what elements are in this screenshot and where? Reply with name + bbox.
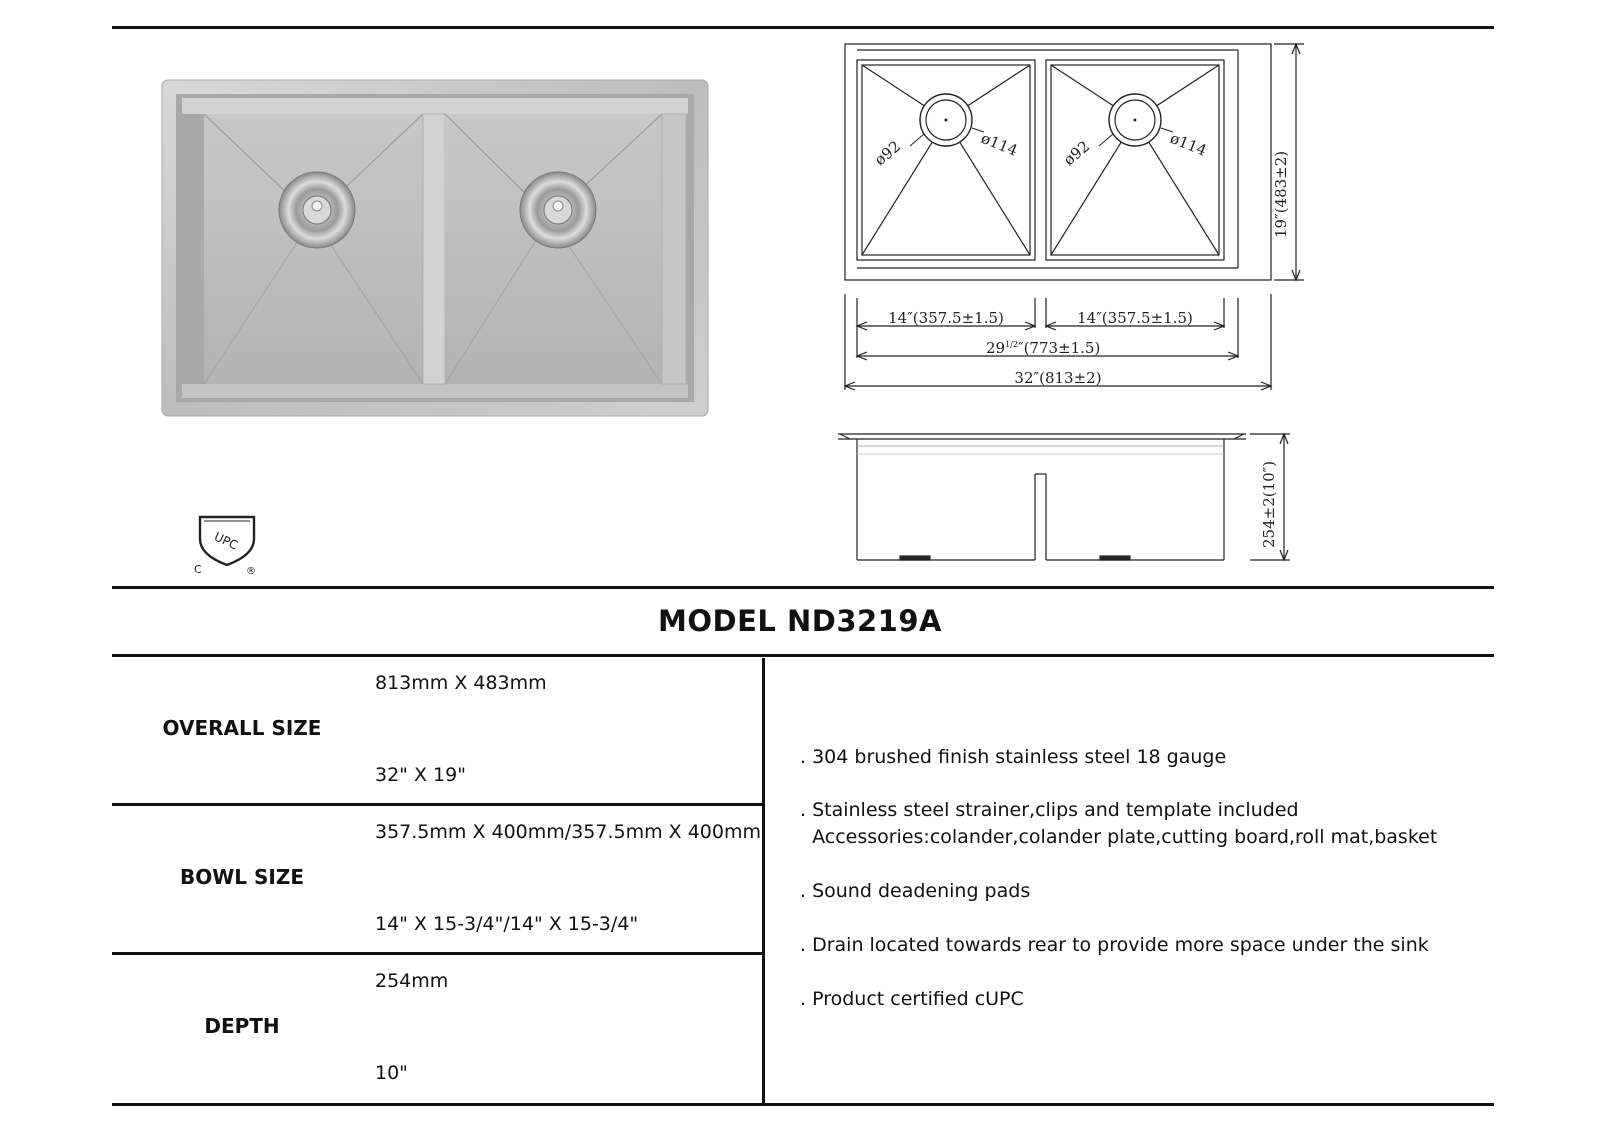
overall-size-imperial: 32" X 19" (375, 764, 466, 786)
bowl-size-metric: 357.5mm X 400mm/357.5mm X 400mm (375, 821, 761, 843)
drain-outer-right-label: ø114 (1167, 129, 1210, 160)
height-dimension: 19″(483±2) (1272, 150, 1290, 238)
side-view-drawing (838, 430, 1318, 575)
feature-item: . Sound deadening pads (800, 880, 1031, 902)
left-bowl-photo (204, 114, 423, 384)
feature-item: . Product certified cUPC (800, 988, 1024, 1010)
row-rule-2 (112, 952, 764, 955)
overall-size-metric: 813mm X 483mm (375, 672, 547, 694)
top-rule (112, 26, 1494, 29)
right-bowl-width-dimension: 14″(357.5±1.5) (1077, 309, 1193, 327)
overall-size-label: OVERALL SIZE (162, 716, 322, 740)
cupc-logo (192, 515, 262, 577)
bowl-size-label: BOWL SIZE (179, 865, 305, 889)
left-bowl-width-dimension: 14″(357.5±1.5) (888, 309, 1004, 327)
title-rule (112, 654, 1494, 657)
svg-text:UPC: UPC (211, 529, 241, 553)
feature-item: . Stainless steel strainer,clips and template included Accessories:colander,colander plate,cutting board,roll mat,basket (800, 799, 1438, 848)
top-view-drawing (838, 38, 1318, 408)
mid-rule (112, 586, 1494, 589)
drain-outer-left-label: ø114 (978, 129, 1021, 160)
right-bowl-photo (445, 114, 662, 384)
table-divider (762, 658, 765, 1106)
inner-width-dimension: $29^{1/2}''(773\pm 1.5)$ (986, 339, 1101, 357)
bowl-size-imperial: 14" X 15-3/4"/14" X 15-3/4" (375, 913, 639, 935)
depth-imperial: 10" (375, 1062, 408, 1084)
drain-inner-right-label: ø92 (1060, 137, 1094, 170)
depth-metric: 254mm (375, 970, 449, 992)
sink-photo (160, 78, 710, 418)
feature-item: . 304 brushed finish stainless steel 18 gauge (800, 746, 1227, 768)
svg-text:C: C (194, 563, 202, 576)
drain-inner-left-label: ø92 (871, 137, 905, 170)
row-rule-1 (112, 803, 764, 806)
overall-width-dimension: 32″(813±2) (1014, 369, 1102, 387)
depth-dimension: 254±2(10″) (1260, 460, 1278, 548)
model-title: MODEL ND3219A (658, 604, 942, 638)
feature-item: . Drain located towards rear to provide more space under the sink (800, 934, 1429, 956)
svg-text:®: ® (246, 566, 256, 577)
depth-label: DEPTH (204, 1014, 280, 1038)
bottom-rule (112, 1103, 1494, 1106)
